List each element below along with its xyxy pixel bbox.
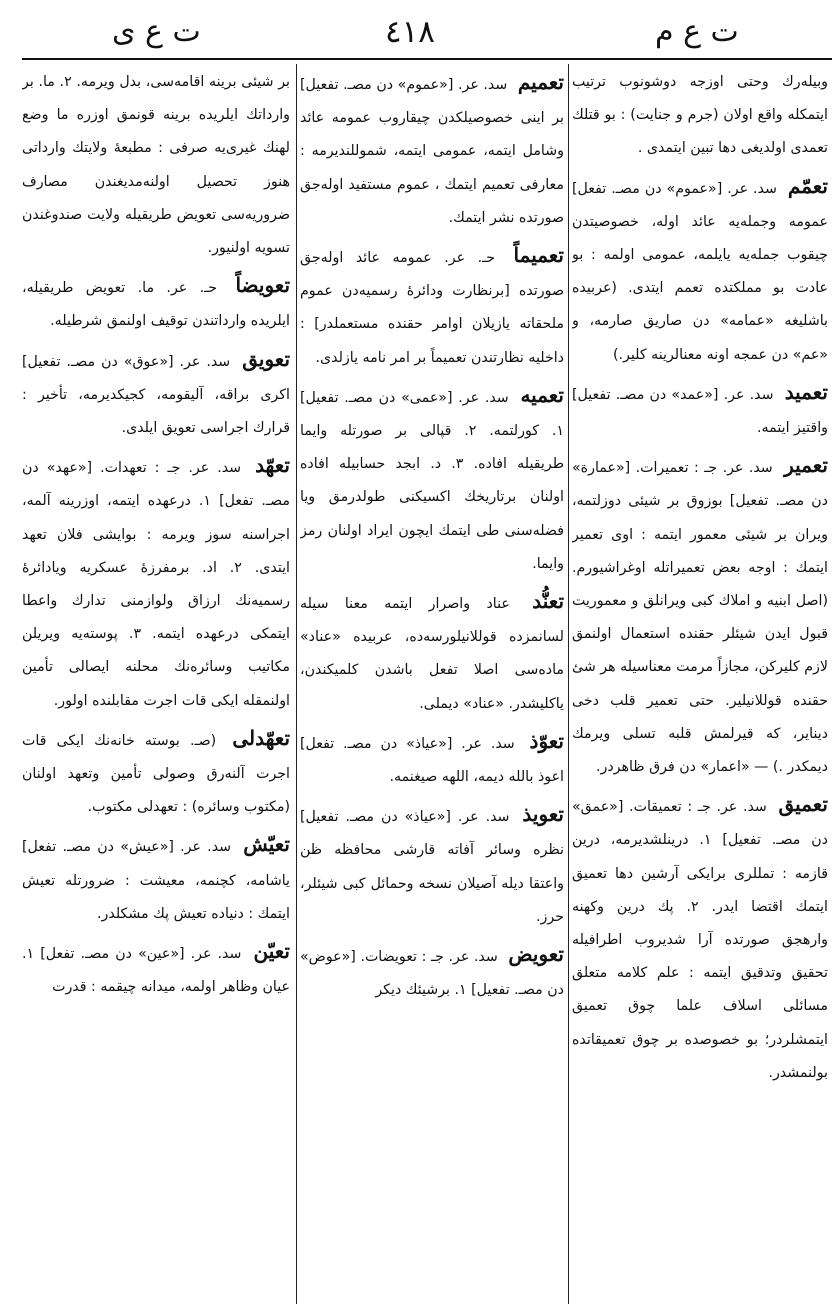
headword: تعميد bbox=[784, 379, 828, 404]
entry-text: سد. عر. [«عموم» دن مصـ. تفعيل] بر اينى خصوصيلكدن چيقاروب عمومه عائد وشامل ايتمه، عمومى ايتمه، شموللنديرمه : معارفى تعميم ايتمك ، عموم مستفيد اوله‌جق صورتده نشر ايتمك. bbox=[300, 77, 564, 226]
entry-text: سد. عر. [«عمى» دن مصـ. تفعيل] ١. كورلتمه. ٢. قپالى بر صورتله وايما طريقيله افاده. ٣. د. ابجد حسابيله افاده اولنان برتاريخك اكسيكنى طولدرمق ويا فضله‌سنى طى ايتمك ايچون ايراد اولنان رمز وايما. bbox=[300, 389, 564, 572]
headword: تعويذ bbox=[522, 802, 564, 827]
headword: تعمّم bbox=[787, 173, 828, 198]
dictionary-entry bbox=[300, 585, 564, 721]
dictionary-entry bbox=[572, 788, 828, 1090]
headword: تعهّدلى bbox=[232, 725, 290, 750]
dictionary-entry bbox=[572, 66, 828, 166]
dictionary-entry bbox=[300, 938, 564, 1007]
dictionary-entry bbox=[300, 798, 564, 934]
right-guide-word: ت ع م bbox=[655, 14, 739, 49]
entry-text: سد. عر. [«عياذ» دن مصـ. تفعل] اعوذ بالله ديمه، اللهه صيغنمه. bbox=[300, 735, 564, 786]
dictionary-entry bbox=[572, 376, 828, 445]
entry-text: سد. عر. جـ : تعميرات. [«عمارة» دن مصـ. تفعيل] بوزوق بر شيئى دوزلتمه، ويران بر شيئى معمور ايتمه : اوى تعمير ايتمك : اوجه بعض تعميراتله اوغراشيورم. (اصل ابنيه و املاك كبى ويرانلق و معموريت قبول ايدن شيئلر حقنده استعمال اولنمق لازم كليركن، مجازاً مرمت معناسيله هر شئ حقنده قوللانيلير. حتى تعمير قلب دخى ديناير، كه قيرلمش قلبه تسلى ويرمك ديمكدر .) — «اعمار» دن فرق ظاهردر. bbox=[572, 460, 828, 776]
entry-text: سد. عر. [«عوق» دن مصـ. تفعيل] اكرى براقه، آليقومه، كجيكديرمه، تأخير : قرارك اجراسى تعويق ايلدى. bbox=[22, 353, 290, 437]
dictionary-entry bbox=[572, 449, 828, 784]
column-right bbox=[572, 66, 828, 1291]
entry-text: (صـ. بوسته خانه‌نك ايكى قات اجرت آلنه‌رق وصولى تأمين وتعهد اولنان (مكتوب وسائره) : تعهدلى مكتوب. bbox=[22, 732, 290, 816]
dictionary-entry bbox=[22, 343, 290, 446]
entry-text: حـ. عر. عمومه عائد اوله‌جق صورتده [برنظارت ودائرهٔ رسميه‌دن عموم ملحقاته يازيلان اوامر حقنده مستعملدر] : داخليه نظارتندن تعميماً بر امر نامه يازلدى. bbox=[300, 250, 564, 366]
dictionary-entry bbox=[22, 828, 290, 931]
entry-text: بر شيئى برينه اقامه‌سى، بدل ويرمه. ٢. ما. بر وارداتك ايلريده برينه قونمق اوزره ما وضع لهنك غيرى‌يه صرفى : مطبعهٔ ولايتك وارداتى هنوز تحصيل اولنه‌مديغندن مصارف ضروريه‌سى تعويض طريقيله ولايت صندوغندن تسويه اولنيور. bbox=[22, 74, 290, 257]
dictionary-entry bbox=[22, 66, 290, 265]
dictionary-entry bbox=[572, 170, 828, 372]
entry-text: وبيله‌رك وحتى اوزجه دوشونوب ترتيب ايتمكله واقع اولان (جرم و جنايت) : بو قتلك تعمدى اولديغى دها تبين ايتمدى . bbox=[572, 74, 828, 157]
column-divider bbox=[296, 64, 297, 1304]
entry-text: سد. عر. جـ : تعميقات. [«عمق» دن مصـ. تفعيل] ١. درينلشديرمه، درين قازمه : تمللرى برايكى آرشين دها تعميق ايتمك اقتضا ايدر. ٢. پك درين وكهنه وارهجق صورتده آرا شديروب اطرافيله تحقيق وتدقيق ايتمه : علم كلامه متعلق مسائلى اسلاف علما چوق تعميق ايتمشلردر؛ بو خصوصده بر چوق تعميقاتده بولنمشدر. bbox=[572, 799, 828, 1081]
headword: تعهّد bbox=[255, 453, 290, 478]
dictionary-entry bbox=[300, 66, 564, 235]
dictionary-entry bbox=[22, 935, 290, 1004]
headword: تعنُّد bbox=[532, 589, 564, 614]
entry-text: سد. عر. جـ : تعهدات. [«عهد» دن مصـ. تفعل] ١. درعهده ايتمه، اوزرينه آلمه، اجراسنه سوز ويرمه : بوايشى فلان تعهد ايتدى. ٢. اد. برمفرزهٔ عسكريه ويادائرهٔ رسميه‌نك ارزاق ولوازمنى تدارك واعطا ايتمكى درعهده ايتمه. ٣. پوسته‌يه ويريلن مكاتيب وسائره‌نك محلنه ايصالى تأمين اولنمقله ايكى قات اجرت مقابلنده اولور. bbox=[22, 460, 290, 709]
headword: تعيّش bbox=[243, 832, 290, 857]
headword: تعويض bbox=[508, 942, 564, 967]
headword: تعويضاً bbox=[235, 273, 290, 298]
headword: تعميم bbox=[517, 70, 564, 94]
column-middle bbox=[300, 66, 564, 1291]
header-rule bbox=[22, 58, 832, 60]
dictionary-entry bbox=[22, 269, 290, 338]
page-number: ٤١٨ bbox=[385, 14, 435, 50]
entry-text: سد. عر. جـ : تعويضات. [«عوض» دن مصـ. تفعيل] ١. برشيئك ديكر bbox=[300, 949, 564, 999]
left-guide-word: ت ع ى bbox=[112, 14, 201, 49]
dictionary-entry bbox=[300, 239, 564, 375]
entry-text: سد. عر. [«عيش» دن مصـ. تفعل] ياشامه، كچنمه، معيشت : ضرورتله تعيش ايتمك : دنياده تعيش پك مشكلدر. bbox=[22, 839, 290, 922]
dictionary-entry bbox=[300, 725, 564, 794]
entry-text: حـ. عر. ما. تعويض طريقيله، ايلريده وارداتندن توقيف اولنمق شرطيله. bbox=[22, 280, 290, 330]
headword: تعيّن bbox=[253, 939, 290, 964]
entry-text: سد. عر. [«عين» دن مصـ. تفعل] ١. عيان وظاهر اولمه، ميدانه چيقمه : قدرت bbox=[22, 946, 290, 996]
dictionary-entry bbox=[300, 379, 564, 581]
headword: تعميه bbox=[520, 382, 564, 407]
entry-text: سد. عر. [«عياذ» دن مصـ. تفعيل] نظره وسائر آفاته قارشى محافظه ظن واعتقا ديله آصيلان نسخه وحمائل كبى شيئلر، حرز. bbox=[300, 809, 564, 925]
headword: تعويق bbox=[242, 346, 290, 371]
headword: تعميق bbox=[778, 792, 828, 817]
entry-text: سد. عر. [«عمد» دن مصـ. تفعيل] واقتيز ايتمه. bbox=[572, 386, 828, 437]
page-header bbox=[0, 0, 840, 64]
column-left bbox=[22, 66, 290, 1291]
column-divider bbox=[568, 64, 569, 1304]
headword: تعوّذ bbox=[529, 728, 564, 753]
headword: تعميماً bbox=[513, 243, 564, 268]
headword: تعمير bbox=[784, 453, 828, 478]
entry-text: عناد واصرار ايتمه معنا سيله لسانمزده قوللانيلورسه‌ده، عربيده «عناد» ماده‌سى اصلا تفعل باشدن كلميكندن، ياكليشدر. «عناد» ديملى. bbox=[300, 596, 564, 712]
dictionary-entry bbox=[22, 722, 290, 825]
dictionary-entry bbox=[22, 449, 290, 718]
entry-text: سد. عر. [«عموم» دن مصـ. تفعل] عمومه وجمله‌يه عائد اوله، خصوصيتدن چيقوب جمله‌يه يايلمه، عمومى اولمه : بو عادت بو مملكتده تعمم ايتدى. (عربيده باشليغه «عمامه» دن صاريق صارمه، و «عم» دن عمجه اونه معنالرينه كلير.) bbox=[572, 180, 828, 363]
